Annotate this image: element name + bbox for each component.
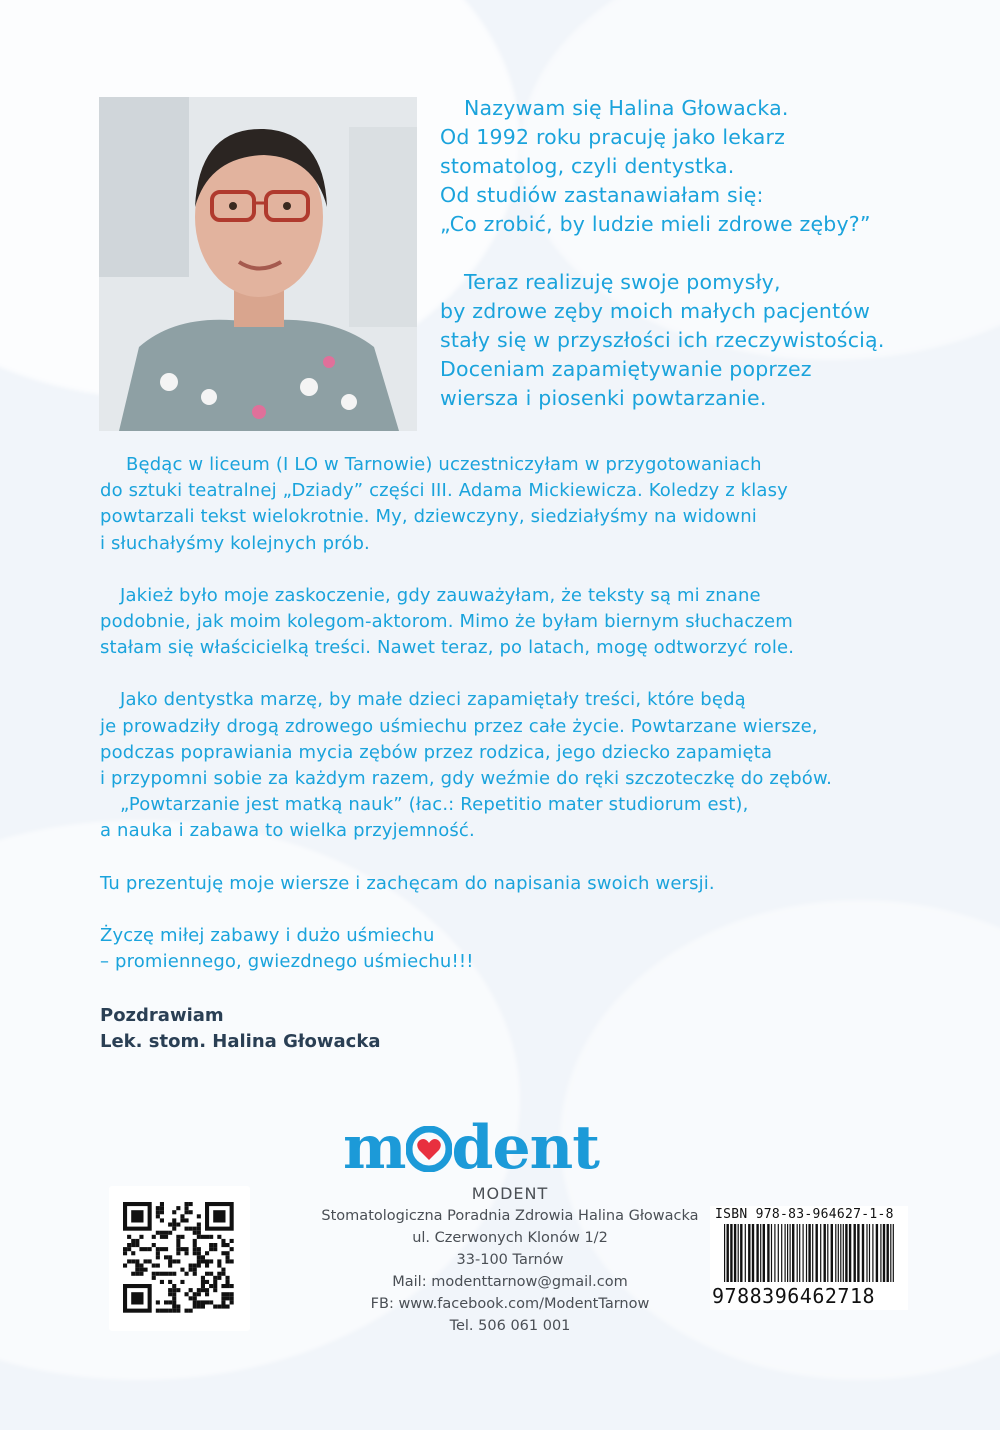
intro-line: Teraz realizuję swoje pomysły, [464, 270, 781, 294]
isbn-digits: 9788396462718 [712, 1284, 876, 1308]
body-text [100, 452, 890, 1001]
body-line: stałam się właścicielką treści. Nawet teraz, po latach, mogę odtworzyć role. [100, 637, 795, 659]
body-line: – promiennego, gwiezdnego uśmiechu!!! [100, 951, 474, 973]
intro-line: wiersza i piosenki powtarzanie. [440, 386, 767, 410]
body-line: i słuchałyśmy kolejnych prób. [100, 532, 370, 554]
intro-line: Nazywam się Halina Głowacka. [464, 96, 789, 120]
body-line: Jako dentystka marzę, by małe dzieci zapamiętały treści, które będą [120, 689, 746, 711]
intro-line: stały się w przyszłości ich rzeczywistością. [440, 328, 885, 352]
contact-city: 33-100 Tarnów [456, 1252, 564, 1268]
intro-line: Od 1992 roku pracuję jako lekarz [440, 125, 786, 149]
body-line: „Powtarzanie jest matką nauk” (łac.: Repetitio mater studiorum est), [120, 794, 749, 816]
body-line: i przypomni sobie za każdym razem, gdy weźmie do ręki szczoteczkę do zębów. [100, 768, 833, 790]
logo-text-dent: dent [451, 1113, 599, 1183]
qr-code [109, 1186, 250, 1331]
contact-mail: Mail: modenttarnow@gmail.com [392, 1274, 628, 1290]
body-line: Życzę miłej zabawy i dużo uśmiechu [100, 924, 435, 946]
contact-street: ul. Czerwonych Klonów 1/2 [412, 1230, 608, 1246]
body-line: a nauka i zabawa to wielka przyjemność. [100, 820, 475, 842]
contact-facebook: FB: www.facebook.com/ModentTarnow [370, 1296, 650, 1312]
isbn-barcode [710, 1206, 908, 1310]
signature [100, 1003, 380, 1055]
modent-logo [343, 1113, 663, 1183]
intro-line: „Co zrobić, by ludzie mieli zdrowe zęby?” [440, 212, 871, 236]
body-paragraph-3 [100, 687, 890, 844]
contact-brand: MODENT [471, 1184, 549, 1203]
body-line: podczas poprawiania mycia zębów przez rodzica, jego dziecko zapamięta [100, 741, 773, 763]
body-line: podobnie, jak moim kolegom-aktorom. Mimo że byłam biernym słuchaczem [100, 611, 793, 633]
intro-line: Od studiów zastanawiałam się: [440, 183, 764, 207]
intro-paragraph-2 [440, 268, 960, 413]
isbn-label: ISBN 978-83-964627-1-8 [715, 1207, 894, 1222]
author-portrait-illustration [99, 97, 417, 431]
body-line: do sztuki teatralnej „Dziady” części III. Adama Mickiewicza. Koledzy z klasy [100, 480, 788, 502]
logo-letter-m: m [343, 1113, 406, 1183]
body-paragraph-5 [100, 923, 890, 975]
intro-text [440, 94, 960, 442]
body-line: Tu prezentuję moje wiersze i zachęcam do napisania swoich wersji. [100, 872, 715, 894]
signature-greeting: Pozdrawiam [100, 1005, 224, 1026]
contact-info [300, 1183, 720, 1337]
contact-clinic: Stomatologiczna Poradnia Zdrowia Halina Głowacka [321, 1208, 699, 1224]
author-portrait [99, 97, 417, 431]
body-line: Będąc w liceum (I LO w Tarnowie) uczestniczyłam w przygotowaniach [126, 454, 762, 475]
body-paragraph-4 [100, 871, 890, 897]
intro-line: by zdrowe zęby moich małych pacjentów [440, 299, 871, 323]
intro-paragraph-1 [440, 94, 960, 239]
body-line: Jakież było moje zaskoczenie, gdy zauważyłam, że teksty są mi znane [120, 584, 761, 606]
heart-tooth-icon [406, 1121, 452, 1167]
qr-code-icon [109, 1186, 250, 1331]
signature-name: Lek. stom. Halina Głowacka [100, 1031, 381, 1052]
body-paragraph-2 [100, 583, 890, 662]
body-line: je prowadziły drogą zdrowego uśmiechu przez całe życie. Powtarzane wiersze, [100, 715, 818, 737]
contact-phone: Tel. 506 061 001 [449, 1318, 571, 1334]
body-line: powtarzali tekst wielokrotnie. My, dziewczyny, siedziałyśmy na widowni [100, 506, 757, 528]
intro-line: stomatolog, czyli dentystka. [440, 154, 735, 178]
intro-line: Doceniam zapamiętywanie poprzez [440, 357, 812, 381]
body-paragraph-1 [100, 452, 890, 557]
